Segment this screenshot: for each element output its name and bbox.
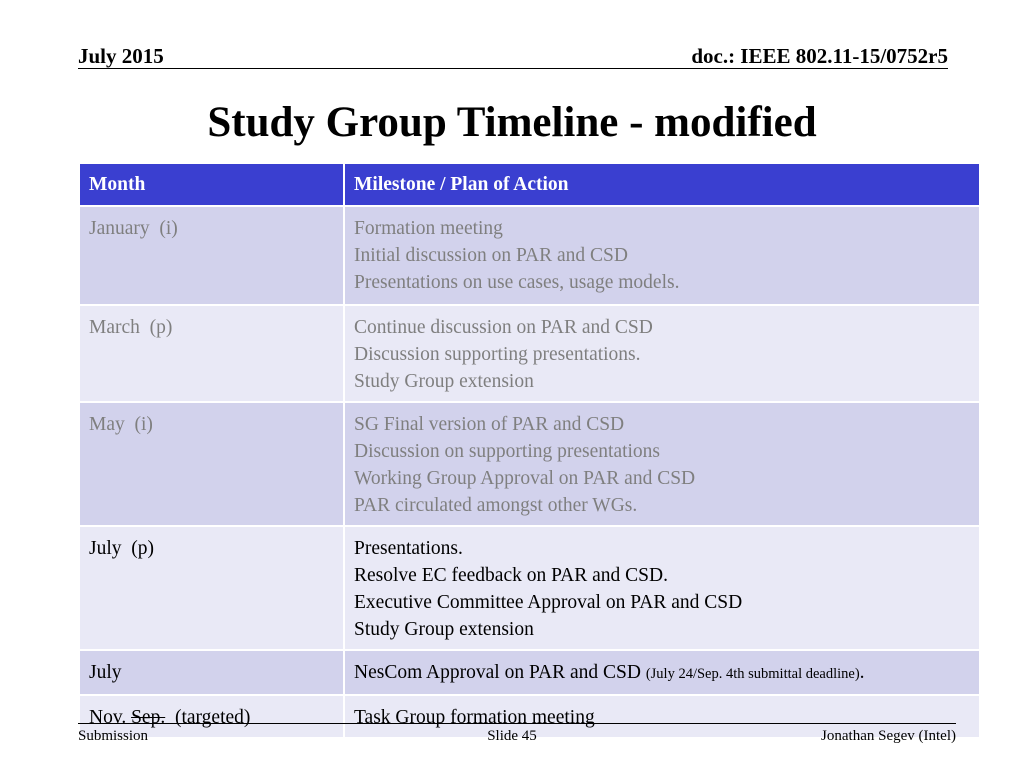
milestone-end: . — [859, 662, 865, 683]
milestone-cell: Task Group formation meeting — [344, 695, 980, 738]
footer-submission: Submission — [78, 728, 149, 744]
milestone-line: Working Group Approval on PAR and CSD — [354, 468, 696, 489]
month-cell: January (i) — [79, 206, 344, 305]
timeline-table — [78, 162, 981, 739]
milestone-line: Presentations on use cases, usage models. — [354, 272, 680, 293]
milestone-cell — [344, 650, 980, 695]
milestone-line: Study Group extension — [354, 619, 534, 640]
milestone-line: Discussion on supporting presentations — [354, 441, 661, 462]
table-row — [79, 206, 980, 305]
header-doc-id: doc.: IEEE 802.11-15/0752r5 — [691, 44, 948, 68]
header-date: July 2015 — [78, 44, 164, 68]
milestone-line: Resolve EC feedback on PAR and CSD. — [354, 565, 668, 586]
deadline-note: (July 24/Sep. 4th submittal deadline) — [645, 666, 860, 682]
footer-author: Jonathan Segev (Intel) — [821, 728, 956, 744]
table-row — [79, 305, 980, 402]
month-suffix: (targeted) — [165, 707, 251, 728]
milestone-line: Discussion supporting presentations. — [354, 344, 641, 365]
column-header-milestone: Milestone / Plan of Action — [344, 163, 980, 206]
milestone-line: Formation meeting — [354, 218, 503, 239]
milestone-line: Executive Committee Approval on PAR and CSD — [354, 592, 743, 613]
table-row — [79, 402, 980, 526]
milestone-line: Continue discussion on PAR and CSD — [354, 317, 653, 338]
month-cell: March (p) — [79, 305, 344, 402]
table-row — [79, 526, 980, 650]
month-struck: Sep. — [131, 707, 166, 728]
month-cell: July (p) — [79, 526, 344, 650]
table-header-row — [79, 163, 980, 206]
table-row — [79, 650, 980, 695]
milestone-cell — [344, 402, 980, 526]
slide-title: Study Group Timeline - modified — [207, 99, 817, 146]
footer-slide-number: Slide 45 — [487, 728, 537, 744]
milestone-cell — [344, 526, 980, 650]
milestone-text: NesCom Approval on PAR and CSD — [354, 662, 646, 683]
month-cell: May (i) — [79, 402, 344, 526]
column-header-month: Month — [79, 163, 344, 206]
milestone-line: Study Group extension — [354, 371, 534, 392]
milestone-cell — [344, 206, 980, 305]
month-prefix: Nov. — [89, 707, 132, 728]
milestone-line: SG Final version of PAR and CSD — [354, 414, 625, 435]
milestone-cell — [344, 305, 980, 402]
footer-divider — [78, 723, 956, 724]
milestone-line: Presentations. — [354, 538, 463, 559]
milestone-line: Initial discussion on PAR and CSD — [354, 245, 628, 266]
header-divider — [78, 68, 948, 69]
milestone-line: PAR circulated amongst other WGs. — [354, 495, 638, 516]
month-cell: July — [79, 650, 344, 695]
